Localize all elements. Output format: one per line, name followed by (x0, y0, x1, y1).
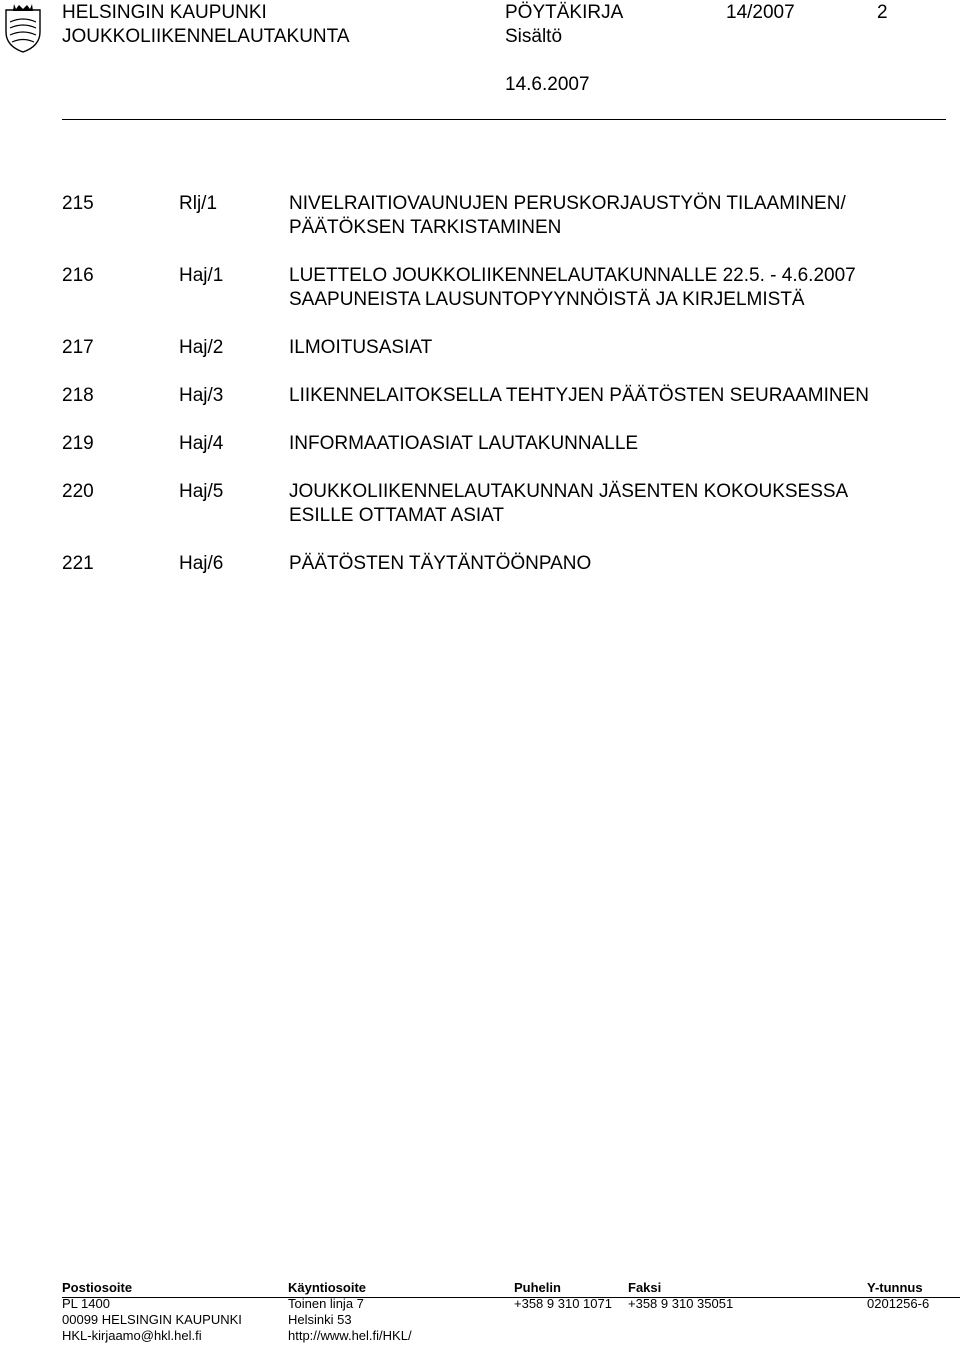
document-type: PÖYTÄKIRJA (505, 2, 624, 23)
footer-visit-line: Helsinki 53 (288, 1312, 352, 1327)
agenda-item-title-line: ILMOITUSASIAT (289, 337, 433, 358)
agenda-item-number: 220 (62, 481, 94, 502)
footer-phone-number: +358 9 310 1071 (514, 1296, 612, 1311)
agenda-item-title-line: LUETTELO JOUKKOLIIKENNELAUTAKUNNALLE 22.5. - 4.6.2007 (289, 265, 856, 286)
footer-website-link[interactable]: http://www.hel.fi/HKL/ (288, 1328, 412, 1343)
agenda-item-number: 215 (62, 193, 94, 214)
footer-business-id: 0201256-6 (867, 1296, 930, 1311)
agenda-item-title (289, 264, 949, 312)
header-divider (62, 119, 946, 120)
agenda-item-code: Haj/3 (179, 385, 224, 406)
document-number: 14/2007 (726, 2, 795, 23)
agenda-item-code: Haj/6 (179, 553, 224, 574)
agenda-item-number: 218 (62, 385, 94, 406)
footer-email[interactable]: HKL-kirjaamo@hkl.hel.fi (62, 1328, 202, 1343)
footer-fax-label: Faksi (628, 1280, 662, 1295)
agenda-item-title-line: ESILLE OTTAMAT ASIAT (289, 505, 505, 526)
agenda-item-title-line: JOUKKOLIIKENNELAUTAKUNNAN JÄSENTEN KOKOUKSESSA (289, 481, 849, 502)
section-title: Sisältö (505, 26, 563, 47)
agenda-item-title (289, 192, 949, 240)
agenda-item-code: Haj/5 (179, 481, 224, 502)
agenda-item-title-line: INFORMAATIOASIAT LAUTAKUNNALLE (289, 433, 639, 454)
agenda-item-title (289, 552, 949, 576)
agenda-item-title-line: LIIKENNELAITOKSELLA TEHTYJEN PÄÄTÖSTEN SEURAAMINEN (289, 385, 870, 406)
agenda-item-title-line: NIVELRAITIOVAUNUJEN PERUSKORJAUSTYÖN TILAAMINEN/ (289, 193, 846, 214)
footer-postal-column (62, 1280, 242, 1344)
page-number: 2 (877, 2, 888, 23)
footer-phone-column (514, 1280, 612, 1312)
footer-phone-label: Puhelin (514, 1280, 561, 1295)
footer-postal-line: PL 1400 (62, 1296, 110, 1311)
agenda-item-title (289, 480, 949, 528)
footer-visit-line: Toinen linja 7 (288, 1296, 364, 1311)
org-name: HELSINGIN KAUPUNKI (62, 2, 267, 23)
agenda-item-code: Rlj/1 (179, 193, 218, 214)
helsinki-crest-icon (2, 2, 44, 54)
agenda-item-title-line: PÄÄTÖKSEN TARKISTAMINEN (289, 217, 562, 238)
agenda-item-number: 219 (62, 433, 94, 454)
meeting-date: 14.6.2007 (505, 74, 590, 95)
footer-business-id-label: Y-tunnus (867, 1280, 923, 1295)
agenda-item-title-line: PÄÄTÖSTEN TÄYTÄNTÖÖNPANO (289, 553, 592, 574)
footer-visit-label: Käyntiosoite (288, 1280, 367, 1295)
agenda-item-title (289, 384, 949, 408)
agenda-item-number: 216 (62, 265, 94, 286)
footer-fax-number: +358 9 310 35051 (628, 1296, 734, 1311)
footer-fax-column (628, 1280, 733, 1312)
committee-name: JOUKKOLIIKENNELAUTAKUNTA (62, 26, 350, 47)
footer-business-id-column (867, 1280, 929, 1312)
footer-postal-label: Postiosoite (62, 1280, 133, 1295)
agenda-item-title-line: SAAPUNEISTA LAUSUNTOPYYNNÖISTÄ JA KIRJELMISTÄ (289, 289, 805, 310)
agenda-item-number: 221 (62, 553, 94, 574)
agenda-item-number: 217 (62, 337, 94, 358)
agenda-item-title (289, 432, 949, 456)
footer-postal-line: 00099 HELSINGIN KAUPUNKI (62, 1312, 242, 1327)
agenda-item-code: Haj/2 (179, 337, 224, 358)
agenda-item-code: Haj/4 (179, 433, 224, 454)
agenda-item-code: Haj/1 (179, 265, 224, 286)
footer-visit-column (288, 1280, 412, 1344)
agenda-item-title (289, 336, 949, 360)
